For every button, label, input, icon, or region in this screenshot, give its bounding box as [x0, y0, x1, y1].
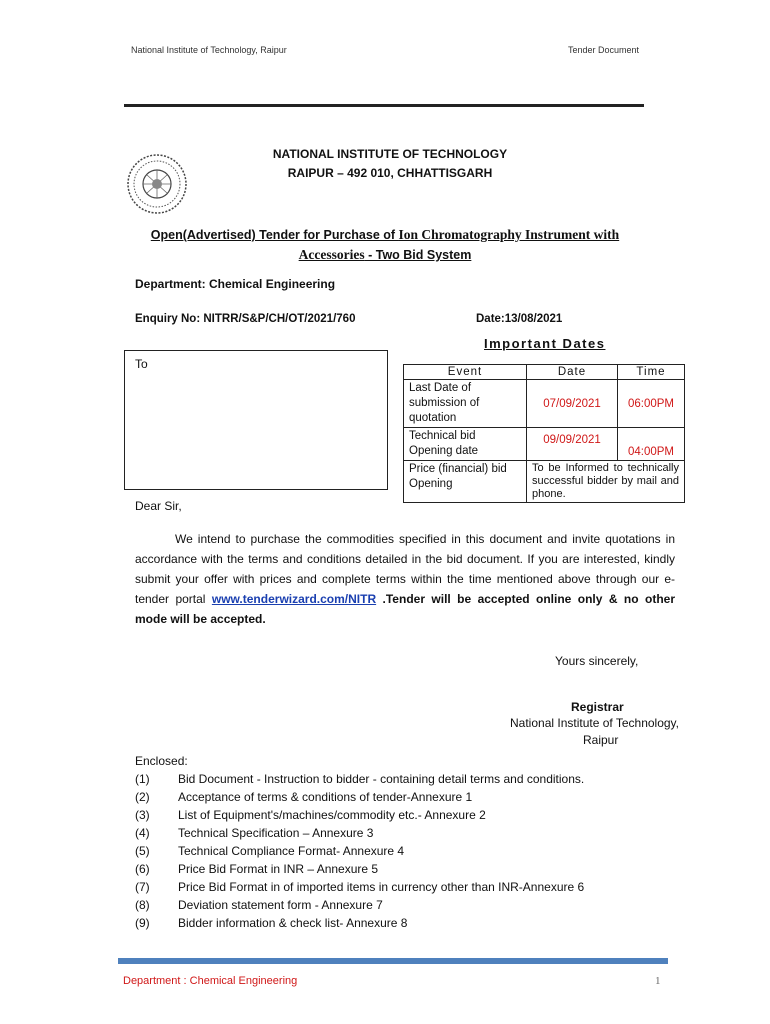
header-right: Tender Document	[568, 45, 640, 55]
important-dates-table	[403, 364, 685, 503]
institute-seal-icon	[126, 153, 188, 215]
item-text: Technical Specification – Annexure 3	[178, 826, 374, 840]
department-line: Department: Chemical Engineering	[135, 277, 336, 291]
item-number: (2)	[135, 790, 150, 804]
tender-title-part4: - Two Bid System	[364, 248, 472, 262]
item-number: (5)	[135, 844, 150, 858]
institute-address: RAIPUR – 492 010, CHHATTISGARH	[287, 166, 493, 180]
item-text: List of Equipment's/machines/commodity etc.- Annexure 2	[178, 808, 486, 822]
tender-title-part1: Open(Advertised) Tender for Purchase of	[150, 228, 399, 242]
row1-event: Last Date of submission of quotation	[404, 380, 527, 428]
body-paragraph	[135, 529, 675, 629]
signatory-title: Registrar	[571, 700, 624, 714]
tender-title-part2: Ion Chromatography Instrument with	[398, 227, 620, 242]
to-label: To	[135, 357, 148, 371]
row2-event: Technical bid Opening date	[404, 428, 527, 461]
col-event: Event	[404, 365, 527, 380]
item-text: Bid Document - Instruction to bidder - containing detail terms and conditions.	[178, 772, 585, 786]
footer-bar	[118, 958, 668, 964]
signatory-line1: National Institute of Technology,	[510, 716, 679, 730]
item-text: Price Bid Format in of imported items in currency other than INR-Annexure 6	[178, 880, 585, 894]
enquiry-number: Enquiry No: NITRR/S&P/CH/OT/2021/760	[135, 313, 356, 325]
item-number: (8)	[135, 898, 150, 912]
table-row	[404, 428, 685, 461]
footer-department: Department : Chemical Engineering	[123, 975, 298, 987]
tender-portal-link[interactable]: www.tenderwizard.com/NITR	[211, 592, 377, 606]
header-rule	[124, 104, 644, 107]
recipient-box	[124, 350, 388, 490]
item-text: Acceptance of terms & conditions of tender-Annexure 1	[178, 790, 473, 804]
row2-time: 04:00PM	[618, 428, 685, 461]
item-number: (7)	[135, 880, 150, 894]
tender-title-part3: Accessories	[298, 247, 365, 262]
enclosed-label: Enclosed:	[135, 754, 188, 768]
row1-time: 06:00PM	[618, 380, 685, 428]
row1-date: 07/09/2021	[527, 380, 618, 428]
row2-date: 09/09/2021	[527, 428, 618, 461]
institute-name: NATIONAL INSTITUTE OF TECHNOLOGY	[272, 147, 508, 161]
table-header-row	[404, 365, 685, 380]
col-date: Date	[527, 365, 618, 380]
item-number: (9)	[135, 916, 150, 930]
row3-event: Price (financial) bid Opening	[404, 461, 527, 503]
table-row	[404, 380, 685, 428]
table-row	[404, 461, 685, 503]
item-number: (1)	[135, 772, 150, 786]
page-number: 1	[655, 975, 661, 987]
item-text: Price Bid Format in INR – Annexure 5	[178, 862, 379, 876]
enquiry-date: Date:13/08/2021	[476, 313, 563, 325]
col-time: Time	[618, 365, 685, 380]
item-number: (4)	[135, 826, 150, 840]
tender-title	[130, 225, 640, 265]
body-text-2: .Tender will be accepted online only & no other mode will be accepted.	[135, 592, 675, 626]
closing: Yours sincerely,	[555, 654, 639, 668]
row3-note: To be Informed to technically successful bidder by mail and phone.	[527, 461, 685, 503]
item-number: (6)	[135, 862, 150, 876]
body-text-1: We intend to purchase the commodities specified in this document and invite quotations in accordance with the terms and conditions detailed in the bid document. If you are interested, kindly submit your offer with prices and complete terms within the time mentioned above through our e-tender portal	[135, 532, 675, 606]
item-text: Technical Compliance Format- Annexure 4	[178, 844, 405, 858]
item-number: (3)	[135, 808, 150, 822]
item-text: Deviation statement form - Annexure 7	[178, 898, 383, 912]
salutation: Dear Sir,	[135, 499, 182, 513]
item-text: Bidder information & check list- Annexure 8	[178, 916, 408, 930]
header-left: National Institute of Technology, Raipur	[131, 45, 287, 55]
signatory-line2: Raipur	[583, 733, 619, 747]
important-dates-heading: Important Dates	[484, 336, 606, 351]
